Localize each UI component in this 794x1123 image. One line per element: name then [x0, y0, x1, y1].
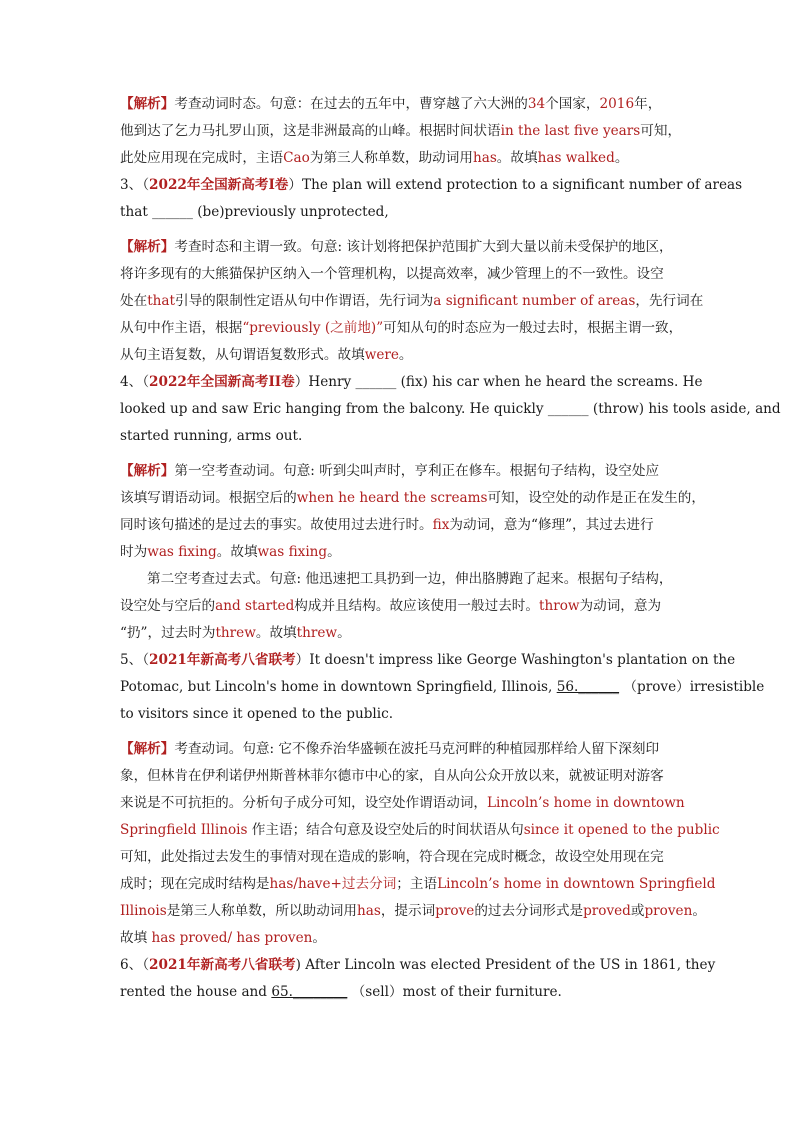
text-line: [120, 952, 716, 979]
text-segment: 。故填: [255, 625, 297, 641]
text-segment: 5、（: [120, 652, 150, 668]
text-segment: a significant number of areas: [433, 293, 636, 309]
text-segment: has: [472, 150, 497, 166]
text-line: [120, 199, 672, 226]
text-segment: 故填: [120, 930, 152, 946]
text-segment: 他到达了乞力马扎罗山顶，这是非洲最高的山峰。根据时间状语: [120, 123, 501, 139]
text-segment: prove: [435, 903, 475, 919]
text-segment: “previously (之前地)”: [242, 320, 384, 336]
source-label: 2021年新高考八省联考: [149, 652, 296, 668]
text-line: [120, 369, 703, 396]
text-line: [120, 91, 672, 118]
text-segment: has walked: [537, 150, 615, 166]
text-line: [120, 234, 672, 261]
text-segment: 。: [692, 903, 706, 919]
text-line: [120, 763, 672, 790]
text-segment: ) After Lincoln was elected President of the US in 1861, they: [295, 957, 716, 973]
text-segment: Cao: [283, 150, 310, 166]
text-segment: 为动词，意为: [579, 598, 662, 614]
text-segment: threw: [215, 625, 256, 641]
text-segment: 4、（: [120, 374, 150, 390]
text-line: [120, 701, 672, 728]
text-segment: has: [357, 903, 381, 919]
text-line: [120, 898, 706, 925]
text-segment: 。: [337, 625, 351, 641]
text-segment: threw: [296, 625, 338, 641]
explanation-block: [120, 736, 720, 952]
text-segment: throw: [538, 598, 580, 614]
text-line: [120, 736, 672, 763]
explanation-block: [120, 458, 705, 647]
text-segment: 个国家，: [545, 96, 600, 112]
text-segment: Illinois: [120, 903, 167, 919]
text-segment: 作主语；结合句意及设空处后的时间状语从句: [247, 822, 524, 838]
text-line: [120, 145, 672, 172]
analysis-label: 【解析】: [120, 741, 175, 757]
question-block: [120, 172, 743, 226]
text-segment: 可知从句的时态应为一般过去时，根据主谓一致，: [383, 320, 683, 336]
text-segment: 34: [527, 96, 546, 112]
text-segment: 。故填: [496, 150, 538, 166]
text-segment: 可知，: [640, 123, 682, 139]
text-segment: 时为: [120, 544, 148, 560]
text-segment: 。: [312, 930, 326, 946]
text-segment: 为动词，意为“修理”，其过去进行: [449, 517, 654, 533]
text-segment: 为第三人称单数，助动词用: [309, 150, 473, 166]
text-segment: 6、（: [120, 957, 150, 973]
text-line: [120, 315, 683, 342]
text-segment: 第二空考查过去式。句意: 他迅速把工具扔到一边，伸出胳膊跑了起来。根据句子结构，: [147, 571, 673, 587]
text-line: [120, 396, 781, 423]
text-segment: 来说是不可抗拒的。分析句子成分可知，设空处作谓语动词，: [120, 795, 488, 811]
text-segment: 该填写谓语动词。根据空后的: [120, 490, 297, 506]
text-line: [120, 261, 672, 288]
text-line: [120, 539, 672, 566]
text-line: [120, 674, 765, 701]
source-label: 2022年全国新高考II卷: [149, 374, 295, 390]
text-segment: fix: [432, 517, 450, 533]
text-segment: 此处应用现在完成时，主语: [120, 150, 284, 166]
text-segment: 。故填: [216, 544, 258, 560]
source-label: 2022年全国新高考I卷: [149, 177, 289, 193]
text-line: [120, 817, 720, 844]
text-segment: 引导的限制性定语从句中作谓语，先行词为: [174, 293, 434, 309]
text-line: [120, 512, 672, 539]
text-segment: 3、（: [120, 177, 150, 193]
text-segment: （prove）irresistible: [619, 679, 765, 695]
text-segment: and started: [215, 598, 295, 614]
text-segment: to visitors since it opened to the public.: [120, 706, 394, 722]
text-segment: since it opened to the public: [523, 822, 720, 838]
text-segment: 设空处与空后的: [120, 598, 216, 614]
text-line: [120, 172, 743, 199]
text-segment: ；主语: [396, 876, 438, 892]
text-segment: were: [364, 347, 399, 363]
text-line: [120, 979, 672, 1006]
text-line: [120, 566, 672, 593]
text-segment: ，先行词在: [635, 293, 704, 309]
text-line: [120, 844, 672, 871]
text-segment: 同时该句描述的是过去的事实。故使用过去进行时。: [120, 517, 433, 533]
question-block: [120, 369, 781, 450]
text-line: [120, 118, 682, 145]
text-segment: 考查时态和主谓一致。句意: 该计划将把保护范围扩大到大量以前未受保护的地区，: [174, 239, 673, 255]
text-segment: was fixing: [147, 544, 217, 560]
text-line: [120, 593, 672, 620]
text-segment: “扔”，过去时为: [120, 625, 216, 641]
text-segment: 从句中作主语，根据: [120, 320, 243, 336]
text-segment: ，提示词: [380, 903, 436, 919]
text-segment: has/have+过去分词: [269, 876, 397, 892]
analysis-label: 【解析】: [120, 463, 175, 479]
text-segment: 年，: [634, 96, 662, 112]
text-segment: ）It doesn't impress like George Washington's plantation on the: [295, 652, 736, 668]
text-line: [120, 342, 672, 369]
text-line: [120, 288, 704, 315]
text-line: [120, 423, 672, 450]
text-line: [120, 620, 672, 647]
text-segment: in the last five years: [500, 123, 641, 139]
text-segment: Lincoln’s home in downtown: [487, 795, 685, 811]
text-segment: looked up and saw Eric hanging from the balcony. He quickly ______ (throw) his tools aside, and: [120, 401, 781, 417]
text-segment: 的过去分词形式是: [474, 903, 584, 919]
text-segment: 考查动词。句意: 它不像乔治华盛顿在波托马克河畔的种植园那样给人留下深刻印: [174, 741, 660, 757]
text-line: [120, 925, 672, 952]
text-segment: started running, arms out.: [120, 428, 303, 444]
text-segment: Potomac, but Lincoln's home in downtown Springfield, Illinois,: [120, 679, 557, 695]
text-segment: 成时；现在完成时结构是: [120, 876, 270, 892]
text-line: [120, 790, 685, 817]
text-segment: 或: [630, 903, 645, 919]
answer-blank: 65.________: [271, 984, 348, 1000]
question-block: [120, 647, 765, 728]
text-segment: 2016: [599, 96, 635, 112]
text-segment: 将许多现有的大熊猫保护区纳入一个管理机构，以提高效率，减少管理上的不一致性。设空: [120, 266, 664, 282]
explanation-block: [120, 234, 704, 369]
text-segment: （sell）most of their furniture.: [347, 984, 562, 1000]
text-line: [120, 485, 705, 512]
analysis-label: 【解析】: [120, 96, 175, 112]
text-segment: ）Henry ______ (fix) his car when he heard the screams. He: [294, 374, 703, 390]
text-segment: proved: [583, 903, 631, 919]
text-segment: 。: [327, 544, 341, 560]
explanation-block: [120, 91, 682, 172]
answer-blank: 56.______: [556, 679, 620, 695]
text-segment: 从句主语复数，从句谓语复数形式。故填: [120, 347, 365, 363]
text-segment: rented the house and: [120, 984, 272, 1000]
text-segment: that: [147, 293, 175, 309]
document-content: [120, 91, 781, 1006]
text-segment: has proved/ has proven: [151, 930, 313, 946]
text-segment: 象，但林肯在伊利诺伊州斯普林菲尔德市中心的家，自从向公众开放以来，就被证明对游客: [120, 768, 664, 784]
text-segment: Springfield Illinois: [120, 822, 248, 838]
text-segment: when he heard the screams: [296, 490, 488, 506]
text-segment: that ______ (be)previously unprotected,: [120, 204, 389, 220]
text-segment: 构成并且结构。故应该使用一般过去时。: [294, 598, 539, 614]
text-line: [120, 458, 672, 485]
text-segment: 考查动词时态。句意：在过去的五年中，曹穿越了六大洲的: [174, 96, 528, 112]
text-segment: 可知，设空处的动作是正在发生的，: [487, 490, 705, 506]
text-segment: ）The plan will extend protection to a significant number of areas: [288, 177, 743, 193]
text-segment: was fixing: [257, 544, 328, 560]
text-segment: 。: [614, 150, 629, 166]
text-segment: 可知，此处指过去发生的事情对现在造成的影响，符合现在完成时概念，故设空处用现在完: [120, 849, 664, 865]
text-segment: Lincoln’s home in downtown Springfield: [437, 876, 716, 892]
text-segment: 第一空考查动词。句意: 听到尖叫声时，亨利正在修车。根据句子结构，设空处应: [174, 463, 660, 479]
text-line: [120, 871, 716, 898]
analysis-label: 【解析】: [120, 239, 175, 255]
text-segment: 。: [398, 347, 413, 363]
text-segment: 是第三人称单数，所以助动词用: [166, 903, 357, 919]
text-segment: 处在: [120, 293, 148, 309]
text-line: [120, 647, 736, 674]
question-block: [120, 952, 716, 1006]
text-segment: proven: [644, 903, 693, 919]
source-label: 2021年新高考八省联考: [149, 957, 296, 973]
